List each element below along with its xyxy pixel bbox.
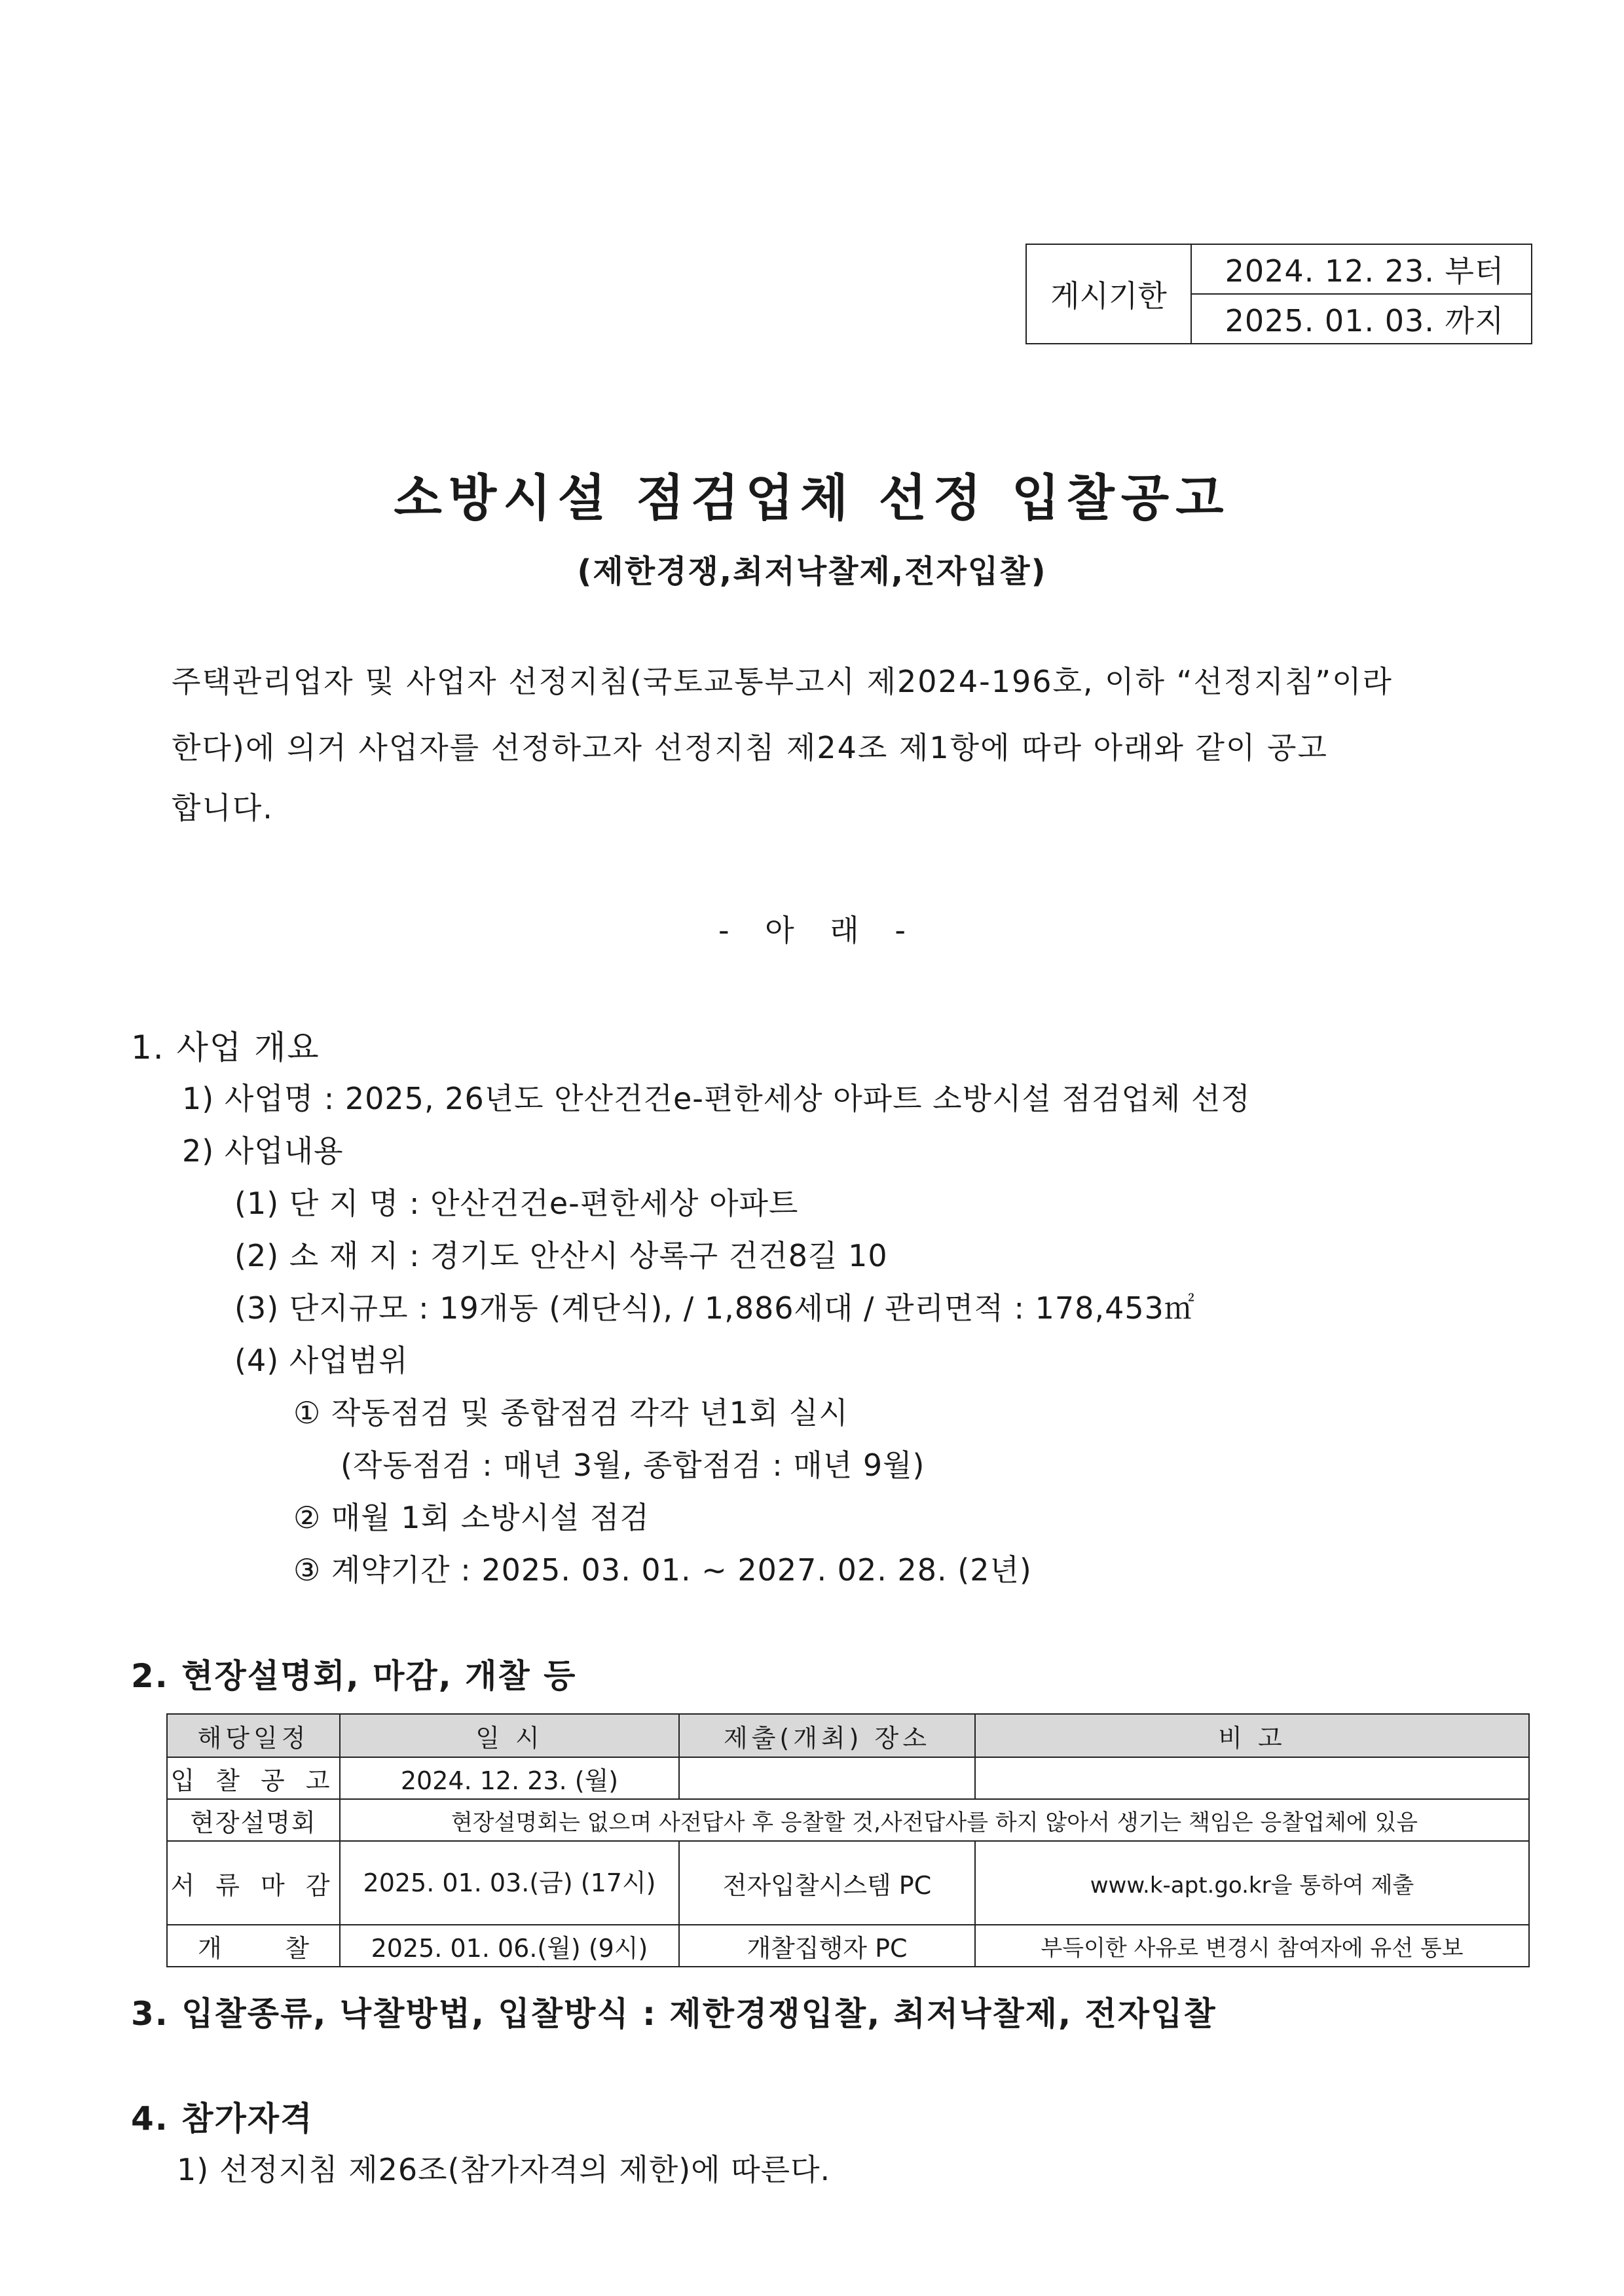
header-schedule: 해당일정 <box>167 1714 340 1757</box>
header-datetime: 일 시 <box>340 1714 679 1757</box>
cell-place: 개찰집행자 PC <box>679 1925 975 1967</box>
table-row <box>167 1799 1529 1841</box>
cell-schedule: 개 찰 <box>167 1925 340 1967</box>
section-3-heading: 3. 입찰종류, 낙찰방법, 입찰방식 : 제한경쟁입찰, 최저낙찰제, 전자입찰 <box>131 1995 1217 2033</box>
intro-line-1: 주택관리업자 및 사업자 선정지침(국토교통부고시 제2024-196호, 이하 “선정지침”이라 <box>172 664 1393 699</box>
cell-place: 전자입찰시스템 PC <box>679 1841 975 1925</box>
table-row <box>167 1925 1529 1967</box>
cell-datetime: 2025. 01. 06.(월) (9시) <box>340 1925 679 1967</box>
scope-item-1-detail: (작동점검 : 매년 3월, 종합점검 : 매년 9월) <box>341 1448 925 1483</box>
complex-location: (2) 소 재 지 : 경기도 안산시 상록구 건건8길 10 <box>234 1238 888 1273</box>
document-subtitle: (제한경쟁,최저낙찰제,전자입찰) <box>577 553 1047 590</box>
section-4-heading: 4. 참가자격 <box>131 2100 314 2138</box>
qualification-item-1: 1) 선정지침 제26조(참가자격의 제한)에 따른다. <box>177 2152 831 2187</box>
intro-line-2: 한다)에 의거 사업자를 선정하고자 선정지침 제24조 제1항에 따라 아래와 같이 공고 <box>172 730 1328 765</box>
scope-item-1: ① 작동점검 및 종합점검 각각 년1회 실시 <box>293 1395 849 1430</box>
complex-scale: (3) 단지규모 : 19개동 (계단식), / 1,886세대 / 관리면적 : 178,453㎡ <box>234 1290 1195 1326</box>
complex-name: (1) 단 지 명 : 안산건건e-편한세상 아파트 <box>234 1186 799 1221</box>
section-1-heading: 1. 사업 개요 <box>131 1029 320 1066</box>
schedule-table <box>166 1713 1530 1967</box>
cell-note <box>975 1757 1529 1799</box>
header-place: 제출(개최) 장소 <box>679 1714 975 1757</box>
cell-merged-note: 현장설명회는 없으며 사전답사 후 응찰할 것,사전답사를 하지 않아서 생기는 책임은 응찰업체에 있음 <box>340 1799 1529 1841</box>
cell-note: 부득이한 사유로 변경시 참여자에 유선 통보 <box>975 1925 1529 1967</box>
cell-place <box>679 1757 975 1799</box>
intro-line-3: 합니다. <box>172 790 274 826</box>
cell-schedule: 입 찰 공 고 <box>167 1757 340 1799</box>
posting-period-label: 게시기한 <box>1026 244 1191 344</box>
header-note: 비 고 <box>975 1714 1529 1757</box>
below-marker: - 아 래 - <box>718 913 906 948</box>
business-scope-heading: (4) 사업범위 <box>234 1343 409 1378</box>
table-row <box>167 1841 1529 1925</box>
cell-schedule: 현장설명회 <box>167 1799 340 1841</box>
business-name: 1) 사업명 : 2025, 26년도 안산건건e-편한세상 아파트 소방시설 점검업체 선정 <box>182 1081 1251 1116</box>
section-2-heading: 2. 현장설명회, 마감, 개찰 등 <box>131 1657 577 1695</box>
cell-datetime: 2024. 12. 23. (월) <box>340 1757 679 1799</box>
posting-period-box <box>1025 244 1532 344</box>
cell-schedule: 서 류 마 감 <box>167 1841 340 1925</box>
cell-datetime: 2025. 01. 03.(금) (17시) <box>340 1841 679 1925</box>
table-header-row <box>167 1714 1529 1757</box>
posting-period-to: 2025. 01. 03. 까지 <box>1191 294 1532 344</box>
business-content-heading: 2) 사업내용 <box>182 1133 344 1169</box>
scope-item-2: ② 매월 1회 소방시설 점검 <box>293 1500 650 1535</box>
document-title: 소방시설 점검업체 선정 입찰공고 <box>394 469 1230 527</box>
posting-period-from: 2024. 12. 23. 부터 <box>1191 244 1532 294</box>
table-row <box>167 1757 1529 1799</box>
scope-item-3: ③ 계약기간 : 2025. 03. 01. ~ 2027. 02. 28. (2년) <box>293 1552 1032 1588</box>
cell-note: www.k-apt.go.kr을 통하여 제출 <box>975 1841 1529 1925</box>
